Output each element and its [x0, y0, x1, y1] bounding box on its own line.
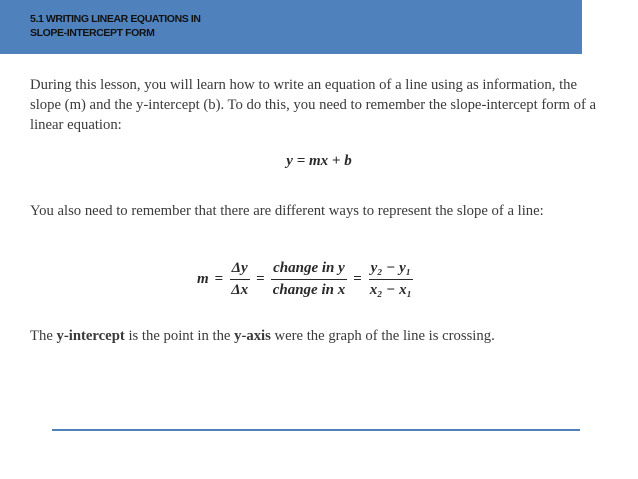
- bottom-divider: [52, 429, 580, 431]
- words-fraction: [271, 260, 348, 299]
- y-intercept-middle: is the point in the: [124, 328, 235, 344]
- title-bar: [0, 0, 582, 54]
- slope-intercept-equation-text: y = mx + b: [286, 153, 352, 169]
- slope-formula: [197, 255, 414, 303]
- delta-fraction: [229, 260, 250, 299]
- delta-x: Δx: [231, 281, 249, 298]
- change-in-y: change in y: [271, 260, 347, 280]
- equals-sign: =: [256, 270, 265, 287]
- slope-paragraph: You also need to remember that there are different ways to represent the slope of a line:: [30, 203, 544, 219]
- slide-title: [30, 12, 280, 40]
- x-difference: x₂ − x₁: [369, 281, 412, 298]
- equals-sign: =: [353, 270, 362, 287]
- y-intercept-term: y-intercept: [56, 328, 125, 344]
- y-intercept-prefix: The: [30, 328, 57, 344]
- y-intercept-paragraph: [30, 326, 610, 346]
- slope-intercept-equation: [0, 153, 638, 170]
- equals-sign: =: [214, 270, 224, 287]
- delta-y: Δy: [230, 260, 250, 280]
- slide-title-line2: SLOPE-INTERCEPT FORM: [30, 27, 155, 39]
- intro-paragraph: During this lesson, you will learn how to write an equation of a line using as information, the slope (m) and the y-intercept (b). To do this, you need to remember the slope-intercept form of a linear equation:: [30, 77, 597, 133]
- slide-title-line1: 5.1 WRITING LINEAR EQUATIONS IN: [30, 13, 201, 25]
- slope-symbol: m: [197, 270, 209, 287]
- y-intercept-suffix: were the graph of the line is crossing.: [270, 328, 495, 344]
- y-difference: y₂ − y₁: [369, 260, 413, 280]
- points-fraction: [368, 260, 414, 299]
- change-in-x: change in x: [272, 281, 346, 298]
- y-axis-term: y-axis: [234, 328, 271, 344]
